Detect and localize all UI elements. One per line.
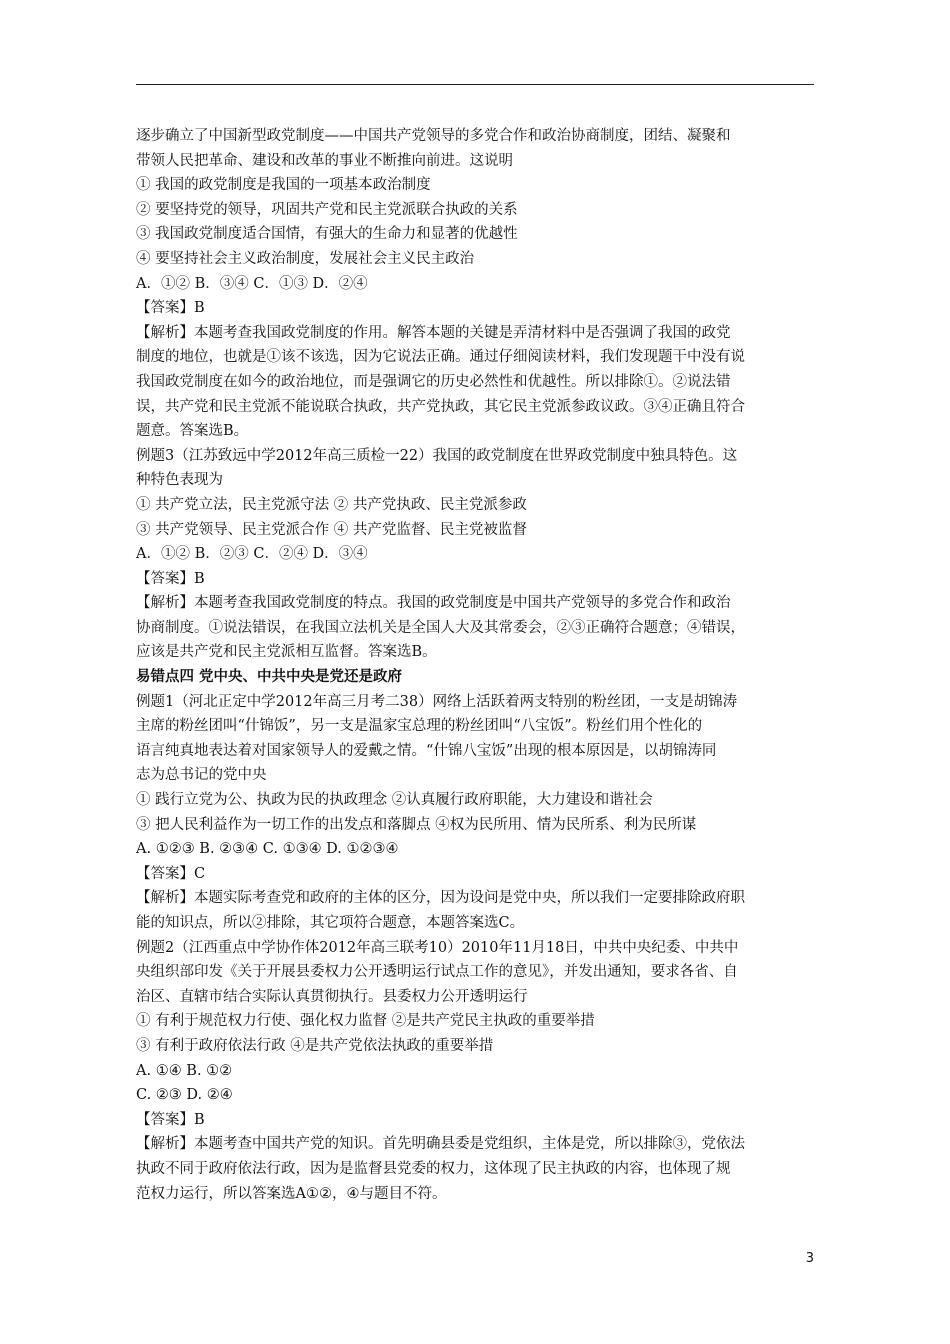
text-line <box>136 222 826 247</box>
text-line <box>136 518 826 543</box>
line-text: ① 有利于规范权力行使、强化权力监督 ②是共产党民主执政的重要举措 <box>136 1013 595 1030</box>
line-text: 误，共产党和民主党派不能说联合执政，共产党执政，其它民主党派参政议政。③④正确且符合 <box>136 398 745 415</box>
line-text: 【答案】B <box>136 570 205 587</box>
section-heading <box>136 665 826 690</box>
line-text: 执政不同于政府依法行政，因为是监督县党委的权力，这体现了民主执政的内容，也体现了规 <box>136 1160 731 1177</box>
line-text: A. ①②③ B. ②③④ C. ①③④ D. ①②③④ <box>136 841 399 858</box>
line-text: 例题2（江西重点中学协作体2012年高三联考10）2010年11月18日，中共中央纪委、中共中 <box>136 939 739 956</box>
line-text: 种特色表现为 <box>136 472 223 489</box>
text-line <box>136 149 826 174</box>
text-line <box>136 247 826 272</box>
line-text: 协商制度。①说法错误，在我国立法机关是全国人大及其常委会，②③正确符合题意；④错误， <box>136 619 745 636</box>
text-line <box>136 640 826 665</box>
line-text: ① 共产党立法，民主党派守法 ② 共产党执政、民主党派参政 <box>136 496 527 513</box>
text-line <box>136 739 826 764</box>
line-text: 易错点四 党中央、中共中央是党还是政府 <box>136 668 403 686</box>
line-text: ④ 要坚持社会主义政治制度，发展社会主义民主政治 <box>136 250 475 267</box>
text-line <box>136 419 826 444</box>
text-line <box>136 1083 826 1108</box>
text-line <box>136 1059 826 1084</box>
text-line <box>136 813 826 838</box>
line-text: 语言纯真地表达着对国家领导人的爱戴之情。“什锦八宝饭”出现的根本原因是，以胡锦涛同 <box>136 742 717 759</box>
line-text: 应该是共产党和民主党派相互监督。答案选B。 <box>136 644 437 661</box>
line-text: ① 践行立党为公、执政为民的执政理念 ②认真履行政府职能，大力建设和谐社会 <box>136 792 653 809</box>
line-text: ③ 有利于政府依法行政 ④是共产党依法执政的重要举措 <box>136 1037 494 1054</box>
line-text: 【解析】本题考查我国政党制度的特点。我国的政党制度是中国共产党领导的多党合作和政治 <box>136 595 731 612</box>
text-line <box>136 1157 826 1182</box>
line-text: 志为总书记的党中央 <box>136 767 267 784</box>
line-text: 制度的地位，也就是①该不该选，因为它说法正确。通过仔细阅读材料，我们发现题干中没有说 <box>136 349 745 366</box>
line-text: 主席的粉丝团叫“什锦饭”，另一支是温家宝总理的粉丝团叫“八宝饭”。粉丝们用个性化的 <box>136 718 703 735</box>
text-line <box>136 960 826 985</box>
text-line <box>136 714 826 739</box>
line-text: 带领人民把革命、建设和改革的事业不断推向前进。这说明 <box>136 152 513 169</box>
text-line <box>136 272 826 297</box>
line-text: 【解析】本题实际考查党和政府的主体的区分，因为设问是党中央，所以我们一定要排除政府职 <box>136 890 745 907</box>
line-text: 题意。答案选B。 <box>136 423 249 440</box>
text-line <box>136 616 826 641</box>
text-line <box>136 493 826 518</box>
text-line <box>136 124 826 149</box>
line-text: 治区、直辖市结合实际认真贯彻执行。县委权力公开透明运行 <box>136 988 528 1005</box>
text-line <box>136 1009 826 1034</box>
text-line <box>136 468 826 493</box>
line-text: A．①② B．③④ C．①③ D．②④ <box>136 275 368 292</box>
text-line <box>136 370 826 395</box>
text-line <box>136 862 826 887</box>
text-line <box>136 763 826 788</box>
line-text: ① 我国的政党制度是我国的一项基本政治制度 <box>136 177 431 194</box>
line-text: 范权力运行，所以答案选A①②，④与题目不符。 <box>136 1185 447 1202</box>
text-line <box>136 173 826 198</box>
text-line <box>136 837 826 862</box>
line-text: 逐步确立了中国新型政党制度——中国共产党领导的多党合作和政治协商制度，团结、凝聚和 <box>136 128 731 144</box>
text-line <box>136 886 826 911</box>
text-line <box>136 542 826 567</box>
page-number: 3 <box>805 1251 814 1266</box>
line-text: 【答案】B <box>136 300 205 317</box>
line-text: 【解析】本题考查中国共产党的知识。首先明确县委是党组织，主体是党，所以排除③，党依法 <box>136 1136 745 1153</box>
line-text: ③ 我国政党制度适合国情，有强大的生命力和显著的优越性 <box>136 226 518 243</box>
document-body <box>136 124 826 1206</box>
line-text: ③ 把人民利益作为一切工作的出发点和落脚点 ④权为民所用、情为民所系、利为民所谋 <box>136 816 697 833</box>
line-text: 【解析】本题考查我国政党制度的作用。解答本题的关键是弄清材料中是否强调了我国的政党 <box>136 324 731 341</box>
line-text: A. ①④ B. ①② <box>136 1062 233 1079</box>
line-text: A．①② B．②③ C．②④ D．③④ <box>136 546 368 563</box>
text-line <box>136 198 826 223</box>
line-text: 例题3（江苏致远中学2012年高三质检一22）我国的政党制度在世界政党制度中独具特色。这 <box>136 447 738 464</box>
line-text: ③ 共产党领导、民主党派合作 ④ 共产党监督、民主党被监督 <box>136 521 527 538</box>
text-line <box>136 395 826 420</box>
text-line <box>136 1182 826 1207</box>
text-line <box>136 345 826 370</box>
line-text: 能的知识点，所以②排除，其它项符合题意，本题答案选C。 <box>136 915 525 931</box>
text-line <box>136 911 826 936</box>
line-text: 央组织部印发《关于开展县委权力公开透明运行试点工作的意见》，并发出通知，要求各省、自 <box>136 964 738 981</box>
text-line <box>136 1108 826 1133</box>
text-line <box>136 321 826 346</box>
text-line <box>136 591 826 616</box>
text-line <box>136 296 826 321</box>
text-line <box>136 936 826 961</box>
text-line <box>136 444 826 469</box>
line-text: C. ②③ D. ②④ <box>136 1087 233 1104</box>
line-text: ② 要坚持党的领导，巩固共产党和民主党派联合执政的关系 <box>136 201 518 218</box>
header-rule <box>136 84 814 85</box>
line-text: 【答案】C <box>136 865 206 882</box>
text-line <box>136 567 826 592</box>
line-text: 【答案】B <box>136 1111 205 1128</box>
text-line <box>136 1034 826 1059</box>
text-line <box>136 985 826 1010</box>
line-text: 例题1（河北正定中学2012年高三月考二38）网络上活跃着两支特别的粉丝团，一支是胡锦涛 <box>136 693 738 710</box>
text-line <box>136 1132 826 1157</box>
line-text: 我国政党制度在如今的政治地位，而是强调它的历史必然性和优越性。所以排除①。②说法错 <box>136 373 731 390</box>
text-line <box>136 788 826 813</box>
text-line <box>136 690 826 715</box>
